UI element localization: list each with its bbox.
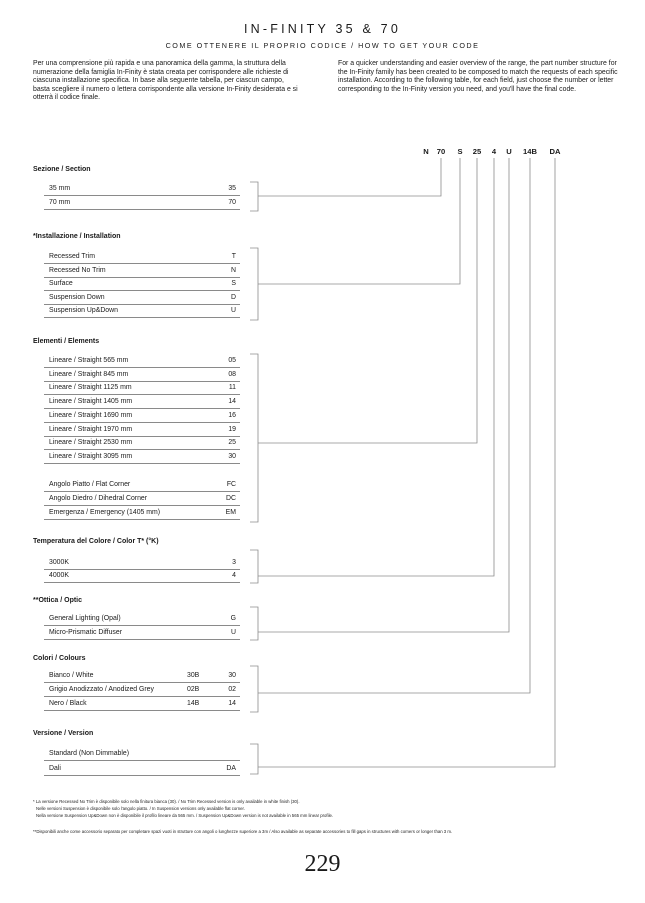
row-code: 02 [228, 686, 236, 693]
row-label: Surface [49, 280, 73, 287]
row-code: FC [226, 481, 236, 488]
row-code: D [231, 294, 236, 301]
table-row [44, 182, 240, 196]
row-code: 70 [228, 199, 236, 206]
table-row [44, 436, 240, 450]
row-code: DA [226, 765, 236, 772]
table-row [44, 395, 240, 409]
row-label: Suspension Up&Down [49, 307, 118, 314]
footnote: Nelle versioni Suspension è disponibile solo l'angolo piatto. / In Suspension versions only available flat corner. [36, 806, 245, 811]
table-row [44, 683, 240, 697]
row-label: Lineare / Straight 845 mm [49, 371, 129, 378]
row-label: Angolo Piatto / Flat Corner [49, 481, 131, 488]
color-temp-heading: Temperatura del Colore / Color T* (°K) [33, 538, 159, 545]
table-row [44, 409, 240, 423]
row-code: 11 [228, 384, 236, 391]
row-label: 35 mm [49, 185, 71, 192]
section-heading: Sezione / Section [33, 166, 91, 173]
table-row [44, 381, 240, 395]
intro-english: For a quicker understanding and easier overview of the range, the part number structure for the In-Finity family has been created to be composed to match the requests of each specific installation. According to the following table, for each field, just choose the number or letter corresponding to the In-Finity version you need, and you'll have the final code. [338, 60, 618, 93]
row-label: Lineare / Straight 565 mm [49, 357, 129, 364]
row-code: 14 [228, 398, 236, 405]
row-label: Dali [49, 765, 61, 772]
row-label: 70 mm [49, 199, 71, 206]
row-label: 4000K [49, 572, 69, 579]
row-label: Micro-Prismatic Diffuser [49, 629, 122, 636]
code-part-installation: N [423, 147, 429, 156]
row-code: 3 [232, 559, 236, 566]
row-label: Lineare / Straight 3095 mm [49, 453, 133, 460]
code-part-mounting: S [457, 147, 463, 156]
row-label: Lineare / Straight 1690 mm [49, 412, 133, 419]
row-code: DC [226, 495, 236, 502]
row-code: 35 [228, 185, 236, 192]
row-code: G [230, 615, 236, 622]
footnote: * La versione Recessed No Trim è disponibile solo nella finitura bianca (30). / No Trim Recessed version is only available in white finish (30). [33, 799, 300, 804]
row-label: Lineare / Straight 1970 mm [49, 426, 133, 433]
row-label: Grigio Anodizzato / Anodized Grey [49, 686, 154, 693]
row-label: Lineare / Straight 1405 mm [49, 398, 133, 405]
table-row [44, 354, 240, 368]
row-code-b: 30B [187, 672, 200, 679]
row-label: General Lighting (Opal) [49, 615, 121, 622]
row-code: EM [225, 509, 236, 516]
row-code: 19 [228, 426, 236, 433]
table-row [44, 304, 240, 318]
code-part-colour: 14B [523, 147, 537, 156]
table-row [44, 291, 240, 305]
row-label: Bianco / White [49, 672, 94, 679]
table-row [44, 196, 240, 210]
installation-heading: *Installazione / Installation [33, 233, 121, 240]
row-code: 25 [228, 439, 236, 446]
row-label: Lineare / Straight 2530 mm [49, 439, 133, 446]
row-code: U [231, 307, 236, 314]
table-row [44, 569, 240, 583]
code-part-elements: 25 [472, 147, 482, 156]
table-row [44, 423, 240, 437]
row-label: Angolo Diedro / Dihedral Corner [49, 495, 148, 502]
footnote: Nella versione Suspension Up&Down non è disponibile il profilo lineare da 565 mm. / Suspension Up&Down version is not available in 565 mm linear profile. [36, 813, 334, 818]
table-row [44, 264, 240, 278]
row-label: 3000K [49, 559, 69, 566]
row-label: Nero / Black [49, 700, 87, 707]
version-heading: Versione / Version [33, 730, 94, 737]
optic-heading: **Ottica / Optic [33, 597, 83, 604]
table-row [44, 556, 240, 570]
row-label: Emergenza / Emergency (1405 mm) [49, 509, 161, 516]
table-row [44, 277, 240, 291]
row-code: 05 [228, 357, 236, 364]
table-row [44, 250, 240, 264]
row-code: U [231, 629, 236, 636]
table-row [44, 478, 240, 492]
table-row [44, 626, 240, 640]
page-title: IN-FINITY 35 & 70 [244, 22, 401, 36]
footnotes [33, 798, 623, 835]
table-row [44, 669, 240, 683]
page-number: 229 [304, 851, 341, 877]
code-part-version: DA [549, 147, 561, 156]
row-code: 08 [228, 371, 236, 378]
row-code: T [231, 253, 236, 260]
table-row [44, 450, 240, 464]
page-subtitle: COME OTTENERE IL PROPRIO CODICE / HOW TO GET YOUR CODE [165, 41, 480, 50]
row-code-b: 02B [187, 686, 200, 693]
colours-heading: Colori / Colours [33, 655, 86, 662]
table-row [44, 368, 240, 382]
intro-italian: Per una comprensione più rapida e una panoramica della gamma, la struttura della numerazione della famiglia In-Finity è stata creata per corrispondere alle richieste di ciascuna installazione specifica. In base alla seguente tabella, per ciascun campo, basta scegliere il numero o lettera corrispondente alla versione In-Finity desiderata e si otterrà il codice finale. [33, 60, 298, 102]
row-code-b: 14B [187, 700, 200, 707]
row-label: Recessed No Trim [49, 267, 106, 274]
table-row [44, 492, 240, 506]
row-label: Standard (Non Dimmable) [49, 750, 130, 757]
table-row [44, 612, 240, 626]
code-part-optic: U [506, 147, 512, 156]
row-code: N [231, 267, 236, 274]
row-code: 4 [232, 572, 236, 579]
code-part-color-temp: 4 [491, 147, 497, 156]
row-code: 16 [228, 412, 236, 419]
row-label: Recessed Trim [49, 253, 95, 260]
elements-heading: Elementi / Elements [33, 338, 100, 345]
footnote: **Disponibili anche come accessorio separato per completare spazi vuoti in strutture con angoli o lunghezze superiore a 3m / Also available as separate accessories to fill gaps in structures with corners or longer than 3 m. [33, 829, 453, 834]
row-code: 30 [228, 453, 236, 460]
row-code: 30 [228, 672, 236, 679]
code-part-section: 70 [436, 147, 446, 156]
row-code: 14 [228, 700, 236, 707]
row-label: Suspension Down [49, 294, 105, 301]
row-code: S [231, 280, 236, 287]
table-row [44, 697, 240, 711]
table-row [44, 747, 240, 761]
table-row [44, 762, 240, 776]
table-row [44, 506, 240, 520]
row-label: Lineare / Straight 1125 mm [49, 384, 132, 391]
